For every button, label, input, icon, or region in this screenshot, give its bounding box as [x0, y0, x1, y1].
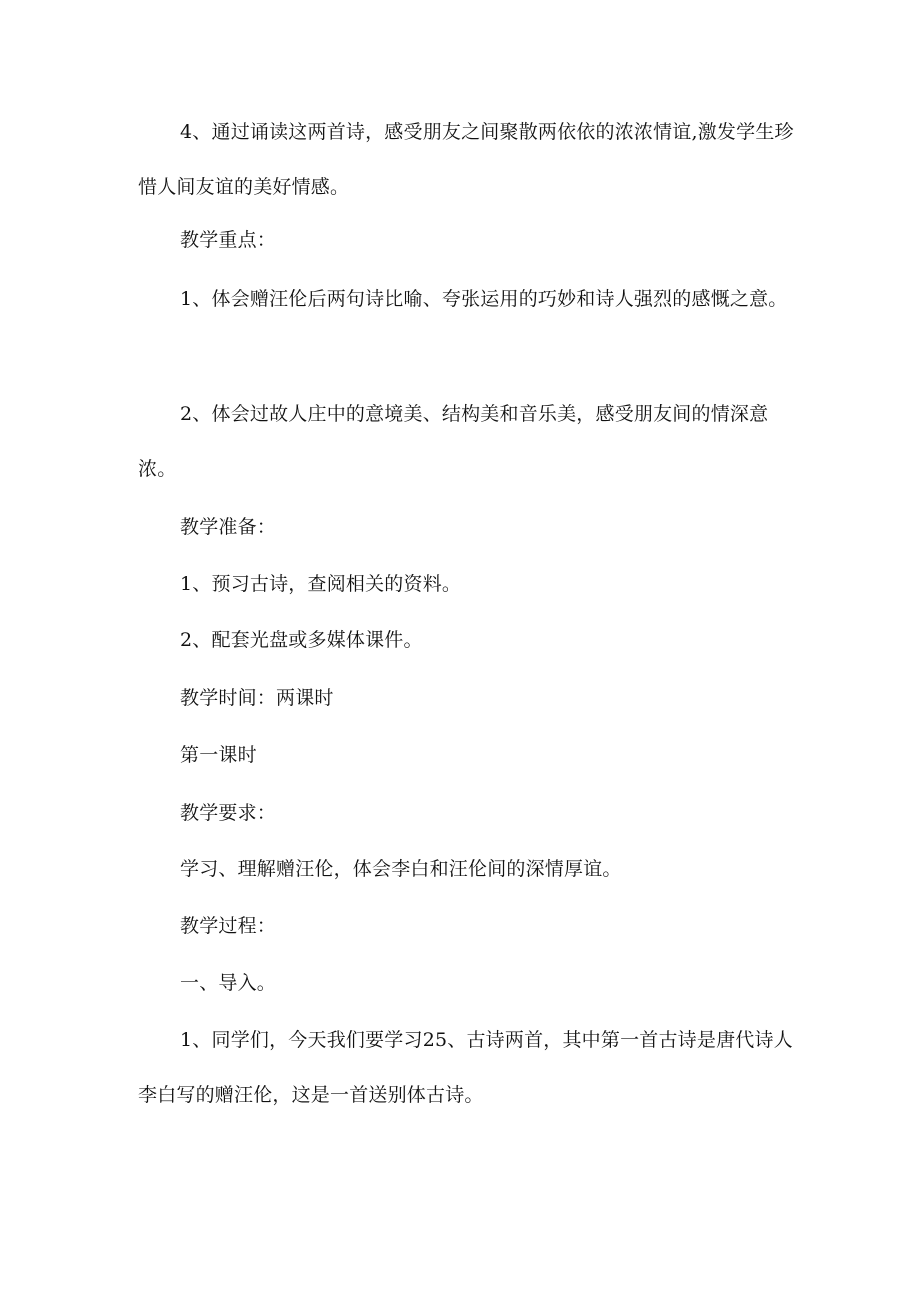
paragraph-teaching-time: 教学时间：两课时	[180, 687, 334, 709]
heading-teaching-focus: 教学重点：	[180, 229, 277, 251]
heading-teaching-requirements: 教学要求：	[180, 802, 277, 824]
paragraph-requirements: 学习、理解赠汪伦，体会李白和汪伦间的深情厚谊。	[180, 858, 622, 880]
heading-first-lesson: 第一课时	[180, 744, 257, 766]
paragraph-focus-1: 1、体会赠汪伦后两句诗比喻、夸张运用的巧妙和诗人强烈的感慨之意。	[180, 288, 788, 310]
paragraph-objective-4: 4、通过诵读这两首诗，感受朋友之间聚散两依依的浓浓情谊,激发学生珍惜人间友谊的美好情感。	[138, 121, 794, 198]
heading-teaching-process: 教学过程：	[180, 915, 277, 937]
paragraph-preparation-2: 2、配套光盘或多媒体课件。	[180, 629, 423, 651]
heading-introduction: 一、导入。	[180, 972, 277, 994]
paragraph-focus-2: 2、体会过故人庄中的意境美、结构美和音乐美，感受朋友间的情深意浓。	[138, 403, 769, 480]
paragraph-preparation-1: 1、预习古诗，查阅相关的资料。	[180, 573, 462, 595]
paragraph-introduction-1: 1、同学们，今天我们要学习25、古诗两首，其中第一首古诗是唐代诗人李白写的赠汪伦，这是一首送别体古诗。	[138, 1029, 793, 1106]
heading-teaching-preparation: 教学准备：	[180, 516, 277, 538]
